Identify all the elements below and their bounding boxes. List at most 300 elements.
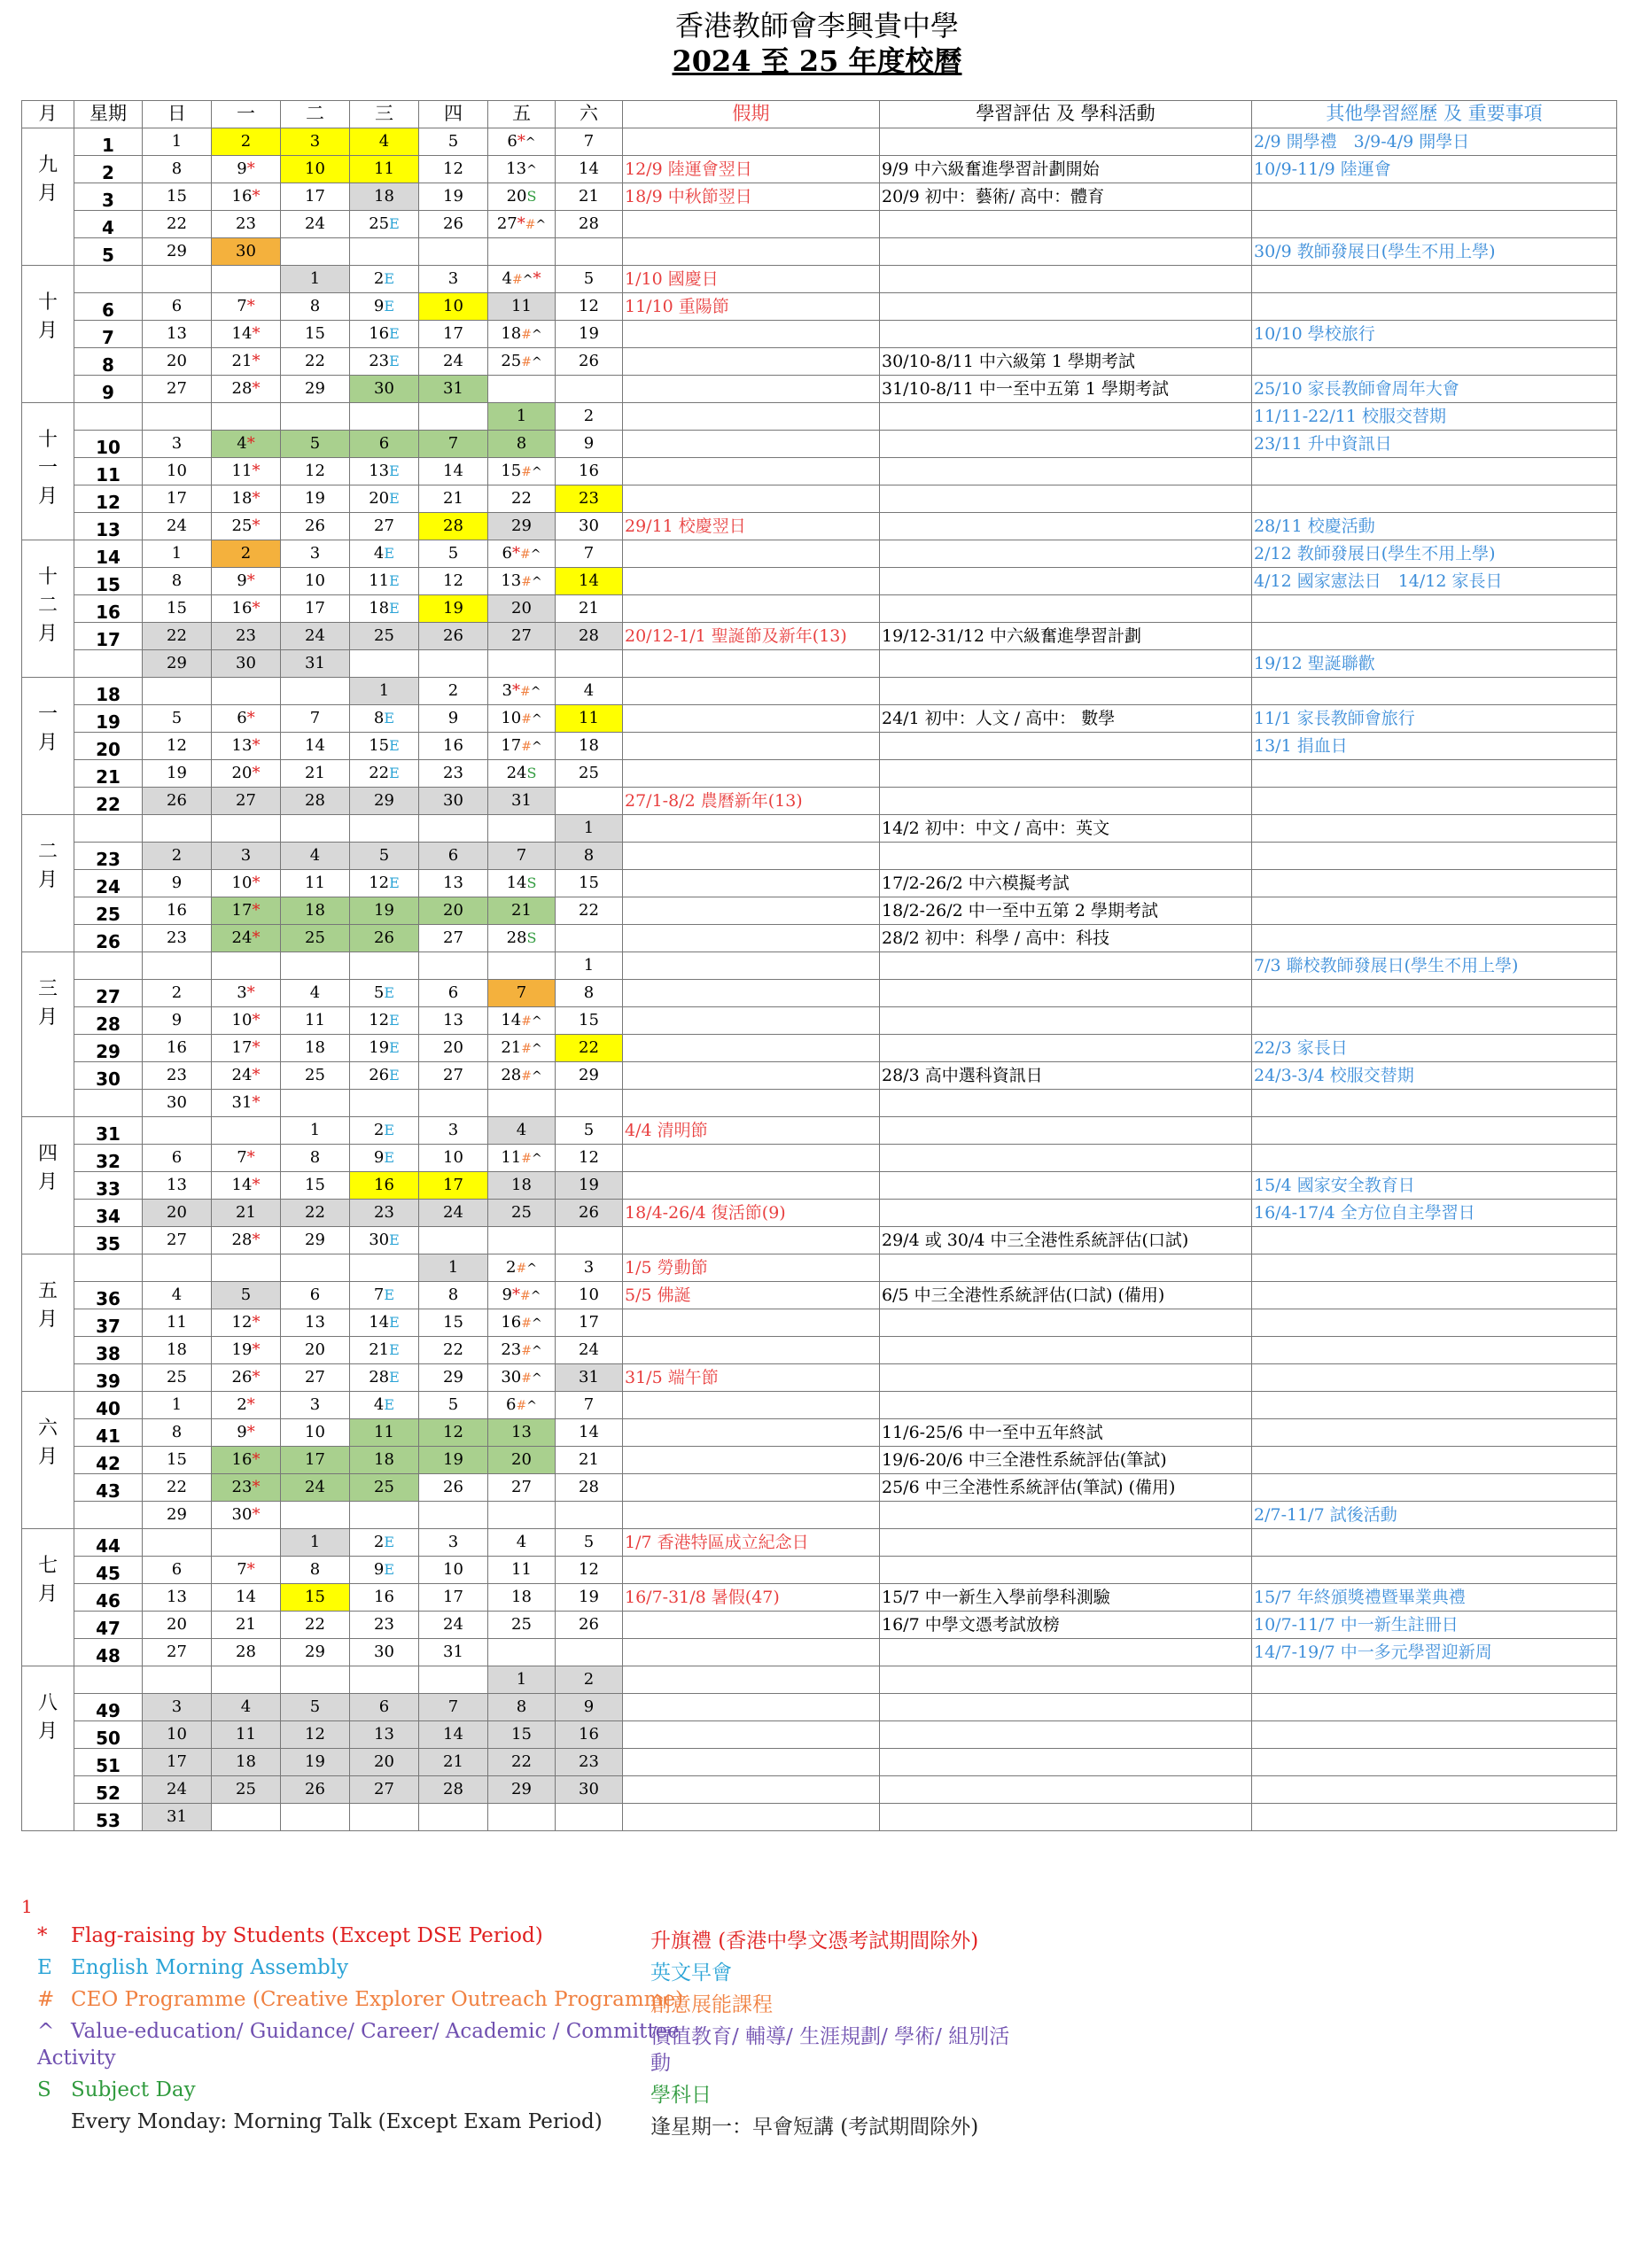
day-cell: 31*	[212, 1090, 281, 1117]
activity-cell	[880, 1639, 1252, 1666]
activity-cell	[880, 431, 1252, 458]
day-cell: 20	[419, 897, 488, 925]
day-cell: 17	[281, 595, 350, 623]
day-cell: 16	[419, 733, 488, 760]
week-number: 47	[74, 1612, 143, 1639]
day-cell	[143, 1254, 212, 1282]
day-cell	[212, 403, 281, 431]
activity-cell: 19/12-31/12 中六級奮進學習計劃	[880, 623, 1252, 650]
day-cell: 29	[281, 376, 350, 403]
week-number	[74, 1502, 143, 1529]
day-marker: *	[252, 187, 261, 206]
day-marker: S	[526, 929, 537, 947]
day-cell: 11	[556, 705, 623, 733]
day-cell	[419, 815, 488, 843]
day-cell: 8	[488, 431, 556, 458]
day-cell	[488, 1804, 556, 1831]
calendar-week-row	[22, 1282, 1617, 1309]
day-marker: *	[246, 571, 255, 591]
day-cell: 7E	[350, 1282, 419, 1309]
day-marker: ^	[531, 712, 542, 727]
day-cell: 23	[419, 760, 488, 788]
calendar-week-row	[22, 266, 1617, 293]
other-events-cell	[1252, 595, 1617, 623]
calendar-week-row	[22, 1447, 1617, 1474]
day-cell: 10	[419, 1145, 488, 1172]
holiday-cell: 31/5 端午節	[623, 1364, 880, 1392]
day-cell: 26	[419, 1474, 488, 1502]
calendar-title: 2024 至 25 年度校曆	[672, 44, 962, 78]
school-calendar-table	[21, 100, 1617, 1831]
day-cell: 25	[143, 1364, 212, 1392]
holiday-cell: 1/5 勞動節	[623, 1254, 880, 1282]
day-cell: 5	[556, 1529, 623, 1557]
day-marker: *	[252, 1011, 261, 1030]
day-cell: 4E	[350, 1392, 419, 1419]
day-cell: 28E	[350, 1364, 419, 1392]
holiday-cell	[623, 1035, 880, 1062]
day-cell: 25	[281, 1062, 350, 1090]
day-cell: 4	[143, 1282, 212, 1309]
day-cell	[488, 1227, 556, 1254]
activity-cell	[880, 1172, 1252, 1200]
day-cell: 15	[419, 1309, 488, 1337]
day-cell	[556, 1804, 623, 1831]
calendar-week-row	[22, 623, 1617, 650]
day-cell: 20	[143, 348, 212, 376]
day-cell: 27	[419, 1062, 488, 1090]
day-cell: 11E	[350, 568, 419, 595]
other-events-cell	[1252, 623, 1617, 650]
day-cell: 27*#^	[488, 211, 556, 238]
day-cell	[488, 376, 556, 403]
day-cell: 12	[419, 568, 488, 595]
day-cell	[350, 238, 419, 266]
activity-cell: 6/5 中三全港性系統評估(口試) (備用)	[880, 1282, 1252, 1309]
day-cell: 15	[556, 870, 623, 897]
day-cell: 31	[488, 788, 556, 815]
day-cell: 3	[143, 431, 212, 458]
day-cell: 14	[281, 733, 350, 760]
legend-footnote-number: 1	[21, 1896, 33, 1917]
column-header: 二	[281, 101, 350, 128]
activity-cell	[880, 1749, 1252, 1776]
day-cell: 15	[281, 1172, 350, 1200]
day-marker: #	[519, 1289, 531, 1304]
other-events-cell	[1252, 760, 1617, 788]
calendar-week-row	[22, 705, 1617, 733]
calendar-week-row	[22, 1584, 1617, 1612]
day-cell: 12E	[350, 1007, 419, 1035]
day-cell: 14	[419, 458, 488, 485]
day-marker: *	[252, 379, 261, 399]
day-cell: 19	[556, 321, 623, 348]
day-cell	[556, 650, 623, 678]
other-events-cell	[1252, 1529, 1617, 1557]
day-cell: 28	[419, 1776, 488, 1804]
activity-cell: 28/2 初中：科學 / 高中：科技	[880, 925, 1252, 952]
activity-cell	[880, 1007, 1252, 1035]
week-number: 39	[74, 1364, 143, 1392]
day-cell	[350, 1090, 419, 1117]
activity-cell: 18/2-26/2 中一至中五第 2 學期考試	[880, 897, 1252, 925]
day-cell: 2	[419, 678, 488, 705]
day-marker: ^	[526, 163, 537, 178]
week-number	[74, 650, 143, 678]
day-cell: 25	[281, 925, 350, 952]
day-cell: 23E	[350, 348, 419, 376]
day-cell: 20	[143, 1200, 212, 1227]
calendar-week-row	[22, 1529, 1617, 1557]
day-cell: 18	[488, 1172, 556, 1200]
week-number: 23	[74, 843, 143, 870]
day-cell: 18	[281, 897, 350, 925]
day-marker: E	[389, 1039, 400, 1057]
day-cell: 14	[556, 156, 623, 183]
holiday-cell	[623, 348, 880, 376]
day-marker: ^	[522, 273, 533, 288]
day-cell: 20	[143, 1612, 212, 1639]
other-events-cell	[1252, 1419, 1617, 1447]
day-cell: 12	[556, 1145, 623, 1172]
day-cell: 9E	[350, 1145, 419, 1172]
day-cell	[488, 815, 556, 843]
holiday-cell	[623, 1337, 880, 1364]
day-marker: #	[521, 465, 532, 480]
holiday-cell	[623, 595, 880, 623]
day-cell	[212, 952, 281, 980]
day-cell: 26	[419, 623, 488, 650]
holiday-cell	[623, 952, 880, 980]
day-cell: 20*	[212, 760, 281, 788]
day-cell: 18	[350, 183, 419, 211]
other-events-cell	[1252, 1749, 1617, 1776]
day-marker: E	[389, 325, 400, 343]
other-events-cell	[1252, 1254, 1617, 1282]
activity-cell	[880, 1035, 1252, 1062]
day-marker: ^	[531, 1069, 542, 1084]
other-events-cell: 23/11 升中資訊日	[1252, 431, 1617, 458]
week-number: 17	[74, 623, 143, 650]
day-cell: 9*	[212, 1419, 281, 1447]
day-cell: 10	[281, 568, 350, 595]
day-cell: 3	[419, 1117, 488, 1145]
day-marker: ^	[526, 1262, 537, 1277]
other-events-cell: 28/11 校慶活動	[1252, 513, 1617, 540]
day-marker: *	[246, 983, 255, 1003]
day-cell: 17	[419, 321, 488, 348]
calendar-week-row	[22, 293, 1617, 321]
day-cell	[143, 952, 212, 980]
month-label: 四 月	[22, 1117, 74, 1254]
other-events-cell: 10/9-11/9 陸運會	[1252, 156, 1617, 183]
day-cell: 22	[556, 897, 623, 925]
month-label: 六 月	[22, 1392, 74, 1529]
holiday-cell	[623, 1309, 880, 1337]
day-cell: 5	[350, 843, 419, 870]
day-cell: 3*	[212, 980, 281, 1007]
week-number: 4	[74, 211, 143, 238]
day-cell	[419, 1804, 488, 1831]
other-events-cell: 4/12 國家憲法日 14/12 家長日	[1252, 568, 1617, 595]
day-cell: 1	[556, 815, 623, 843]
day-cell	[556, 925, 623, 952]
other-events-cell: 2/9 開學禮 3/9-4/9 開學日	[1252, 128, 1617, 156]
activity-cell	[880, 1502, 1252, 1529]
other-events-cell	[1252, 1392, 1617, 1419]
day-cell: 21	[556, 595, 623, 623]
day-cell: 6#^	[488, 1392, 556, 1419]
day-marker: S	[526, 874, 537, 892]
day-cell: 28#^	[488, 1062, 556, 1090]
calendar-week-row	[22, 1749, 1617, 1776]
day-cell	[556, 1502, 623, 1529]
day-cell: 5	[143, 705, 212, 733]
day-marker: E	[389, 600, 400, 617]
day-marker: *	[517, 132, 525, 151]
day-marker: ^	[531, 465, 542, 480]
day-cell: 28*	[212, 1227, 281, 1254]
day-cell: 5	[281, 431, 350, 458]
day-cell: 9	[556, 1694, 623, 1721]
day-cell: 18	[488, 1584, 556, 1612]
calendar-week-row	[22, 156, 1617, 183]
day-marker: ^	[531, 355, 542, 370]
day-cell: 23	[350, 1612, 419, 1639]
day-cell: 17*	[212, 897, 281, 925]
day-marker: *	[246, 1423, 255, 1442]
day-cell: 3	[556, 1254, 623, 1282]
other-events-cell	[1252, 211, 1617, 238]
day-cell: 2E	[350, 266, 419, 293]
holiday-cell	[623, 1749, 880, 1776]
day-marker: E	[389, 1369, 400, 1386]
day-cell	[281, 1666, 350, 1694]
day-cell: 13	[281, 1309, 350, 1337]
day-cell: 29	[419, 1364, 488, 1392]
day-cell: 27	[419, 925, 488, 952]
activity-cell	[880, 568, 1252, 595]
week-number: 1	[74, 128, 143, 156]
day-cell: 4	[556, 678, 623, 705]
week-number: 46	[74, 1584, 143, 1612]
day-cell: 19	[419, 183, 488, 211]
day-cell: 18	[143, 1337, 212, 1364]
day-marker: *	[252, 736, 261, 756]
day-marker: #	[521, 355, 532, 370]
day-cell: 17*	[212, 1035, 281, 1062]
activity-cell	[880, 321, 1252, 348]
day-marker: #	[519, 685, 531, 700]
other-events-cell: 13/1 捐血日	[1252, 733, 1617, 760]
day-cell: 29	[488, 1776, 556, 1804]
day-cell	[488, 952, 556, 980]
day-cell: 8	[143, 156, 212, 183]
day-marker: *	[252, 1505, 261, 1525]
calendar-week-row	[22, 1639, 1617, 1666]
day-cell: 13	[419, 870, 488, 897]
other-events-cell	[1252, 293, 1617, 321]
day-cell: 5	[419, 1392, 488, 1419]
week-number: 7	[74, 321, 143, 348]
column-header: 四	[419, 101, 488, 128]
day-marker: E	[384, 1286, 395, 1304]
day-cell: 27	[350, 1776, 419, 1804]
day-cell: 4	[212, 1694, 281, 1721]
legend-item-en: S Subject Day	[37, 2078, 196, 2101]
other-events-cell: 14/7-19/7 中一多元學習迎新周	[1252, 1639, 1617, 1666]
other-events-cell	[1252, 1007, 1617, 1035]
day-cell: 28	[556, 1474, 623, 1502]
day-cell: 7*	[212, 293, 281, 321]
other-events-cell	[1252, 843, 1617, 870]
week-number: 9	[74, 376, 143, 403]
day-cell: 19*	[212, 1337, 281, 1364]
day-marker: *	[511, 1285, 520, 1305]
legend-item-en: * Flag-raising by Students (Except DSE Period)	[37, 1924, 543, 1947]
day-cell: 7*	[212, 1557, 281, 1584]
day-cell: 11*	[212, 458, 281, 485]
day-cell: 10	[419, 293, 488, 321]
day-cell: 29	[143, 238, 212, 266]
day-marker: ^	[531, 1344, 542, 1359]
legend-item-zh: 創意展能課程	[650, 1993, 773, 2016]
day-marker: ^	[530, 685, 541, 700]
day-marker: E	[389, 215, 400, 233]
school-name: 香港教師會李興貴中學	[674, 9, 959, 43]
day-cell: 22	[281, 348, 350, 376]
day-marker: ^	[535, 218, 547, 233]
activity-cell	[880, 238, 1252, 266]
activity-cell	[880, 1666, 1252, 1694]
day-cell: 2	[212, 540, 281, 568]
day-cell	[143, 1529, 212, 1557]
day-cell: 18#^	[488, 321, 556, 348]
day-cell: 22	[281, 1612, 350, 1639]
holiday-cell	[623, 1721, 880, 1749]
day-cell: 31	[143, 1804, 212, 1831]
holiday-cell	[623, 1090, 880, 1117]
day-cell: 16	[350, 1584, 419, 1612]
calendar-week-row	[22, 513, 1617, 540]
activity-cell	[880, 1090, 1252, 1117]
week-number: 27	[74, 980, 143, 1007]
day-marker: #	[525, 218, 536, 233]
holiday-cell	[623, 678, 880, 705]
holiday-cell	[623, 485, 880, 513]
column-header: 日	[143, 101, 212, 128]
calendar-week-row	[22, 403, 1617, 431]
day-cell: 27	[488, 623, 556, 650]
day-cell	[143, 1666, 212, 1694]
day-cell: 12	[419, 156, 488, 183]
day-cell: 21	[419, 485, 488, 513]
calendar-week-row	[22, 897, 1617, 925]
day-marker: *	[252, 462, 261, 481]
day-cell	[212, 678, 281, 705]
day-cell: 21	[212, 1200, 281, 1227]
day-cell: 21	[212, 1612, 281, 1639]
day-cell	[350, 815, 419, 843]
holiday-cell	[623, 1145, 880, 1172]
holiday-cell	[623, 403, 880, 431]
day-cell: 25E	[350, 211, 419, 238]
calendar-week-row	[22, 952, 1617, 980]
day-marker: ^	[531, 1152, 542, 1167]
column-header: 星期	[74, 101, 143, 128]
other-events-cell	[1252, 1557, 1617, 1584]
calendar-week-row	[22, 1062, 1617, 1090]
day-marker: ^	[531, 740, 542, 755]
day-marker: E	[389, 490, 400, 508]
day-cell: 24	[143, 1776, 212, 1804]
day-cell: 28	[556, 623, 623, 650]
day-cell: 23	[212, 211, 281, 238]
day-cell: 2	[556, 403, 623, 431]
holiday-cell	[623, 843, 880, 870]
day-marker: E	[389, 1314, 400, 1332]
day-marker: *	[246, 297, 255, 316]
month-label: 一 月	[22, 678, 74, 815]
day-cell: 6	[419, 843, 488, 870]
day-cell: 16*	[212, 183, 281, 211]
day-cell: 30	[350, 1639, 419, 1666]
day-cell	[281, 952, 350, 980]
day-cell: 9	[419, 705, 488, 733]
day-cell: 4E	[350, 540, 419, 568]
day-cell: 7	[488, 843, 556, 870]
activity-cell: 19/6-20/6 中三全港性系統評估(筆試)	[880, 1447, 1252, 1474]
day-cell: 30	[143, 1090, 212, 1117]
day-marker: #	[516, 1262, 527, 1277]
day-marker: E	[389, 1067, 400, 1084]
day-cell	[419, 1666, 488, 1694]
day-cell: 6	[143, 1145, 212, 1172]
day-cell: 14*	[212, 1172, 281, 1200]
day-cell: 29	[488, 513, 556, 540]
day-cell	[556, 1090, 623, 1117]
day-marker: S	[526, 765, 537, 782]
day-cell	[281, 1254, 350, 1282]
day-marker: ^	[531, 1014, 542, 1029]
activity-cell	[880, 843, 1252, 870]
activity-cell	[880, 458, 1252, 485]
day-marker: E	[389, 765, 400, 782]
day-cell	[419, 952, 488, 980]
day-cell: 9*	[212, 156, 281, 183]
day-cell: 7	[419, 1694, 488, 1721]
day-cell	[350, 650, 419, 678]
activity-cell	[880, 1200, 1252, 1227]
other-events-cell: 15/7 年終頒獎禮暨畢業典禮	[1252, 1584, 1617, 1612]
week-number: 36	[74, 1282, 143, 1309]
day-cell: 16E	[350, 321, 419, 348]
week-number: 51	[74, 1749, 143, 1776]
activity-cell	[880, 1145, 1252, 1172]
week-number: 5	[74, 238, 143, 266]
day-marker: *	[252, 352, 261, 371]
day-cell: 23	[143, 1062, 212, 1090]
day-cell: 20E	[350, 485, 419, 513]
day-cell: 15	[488, 1721, 556, 1749]
day-cell: 24	[419, 1200, 488, 1227]
holiday-cell: 12/9 陸運會翌日	[623, 156, 880, 183]
day-cell: 30	[556, 513, 623, 540]
day-cell: 26	[556, 1612, 623, 1639]
calendar-week-row	[22, 1145, 1617, 1172]
day-marker: ^	[530, 1289, 541, 1304]
day-cell: 3	[281, 1392, 350, 1419]
